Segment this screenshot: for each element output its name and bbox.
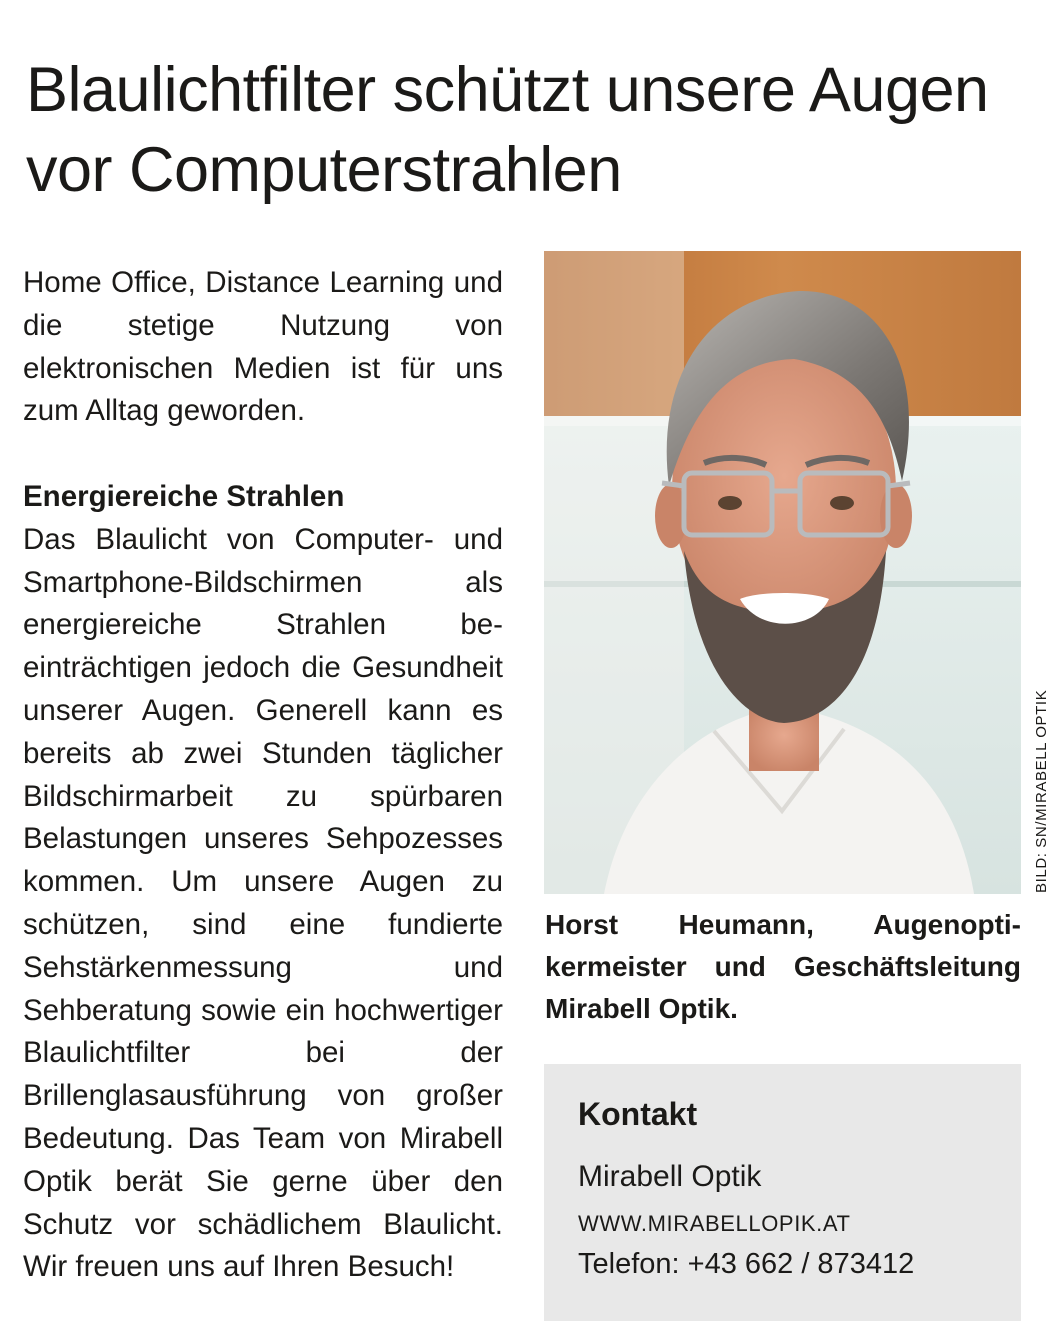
contact-company-name: Mirabell Optik xyxy=(578,1160,762,1193)
headline: Blaulichtfilter schützt unsere Augen vor Computerstrahlen xyxy=(26,55,989,205)
article-body xyxy=(23,262,503,1289)
subheading: Energiereiche Strahlen xyxy=(23,479,345,513)
contact-phone: Telefon: +43 662 / 873412 xyxy=(578,1248,915,1280)
portrait-photo xyxy=(544,251,1021,894)
contact-website-link[interactable]: WWW.MIRABELLOPIK.AT xyxy=(578,1211,851,1236)
contact-title: Kontakt xyxy=(578,1096,698,1132)
intro-paragraph: Home Office, Distance Learning und die stetige Nutzung von elektronischen Medien ist für uns zum Alltag geworden. xyxy=(23,266,503,428)
photo-caption: Horst Heumann, Augenoptikermeister und Geschäftsleitung Mirabell Optik. xyxy=(545,909,1021,1024)
photo-credit: BILD: SN/MIRABELL OPTIK xyxy=(1033,689,1050,893)
body-paragraph: Das Blaulicht von Computer- und Smartphone-Bildschirmen als energiereiche Strahlen beeinträchtigen jedoch die Gesundheit unserer Augen. Generell kann es bereits ab zwei Stunden täglicher Bildschirmarbeit zu spürbaren Belastungen unseres Sehpozesses kommen. Um unsere Augen zu schützen, sind eine fundierte Sehstärkenmessung und Sehberatung sowie ein hochwertiger Blaulichtfilter bei der Brillenglasausführung von großer Bedeutung. Das Team von Mirabell Optik berät Sie gerne über den Schutz vor schädlichem Blaulicht. Wir freuen uns auf Ihren Besuch! xyxy=(23,522,503,1284)
contact-box xyxy=(544,1064,1021,1321)
